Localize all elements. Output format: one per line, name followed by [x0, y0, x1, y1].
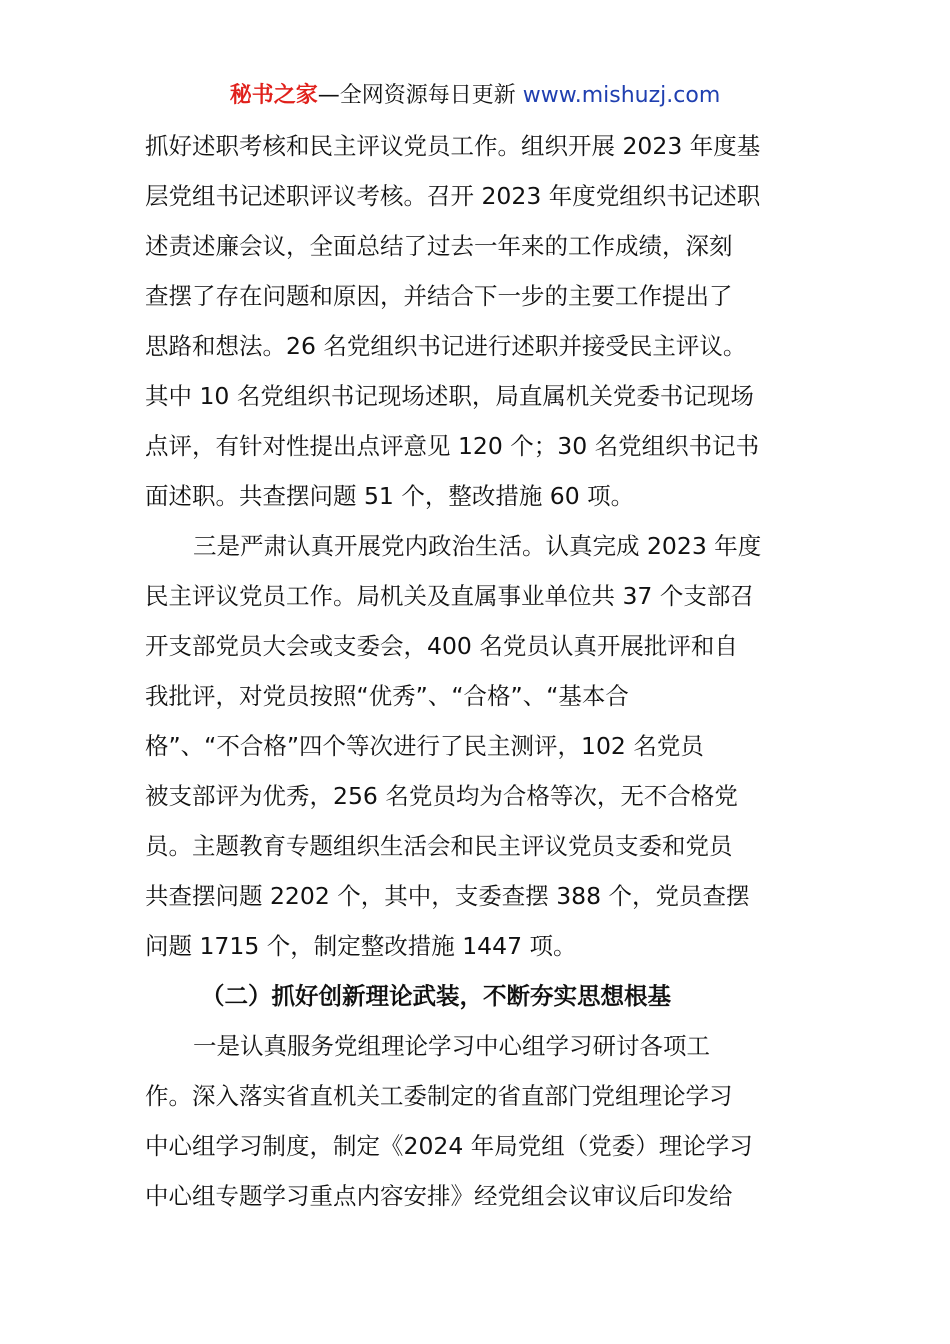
- text-line: 员。主题教育专题组织生活会和民主评议党员支委和党员: [145, 832, 733, 860]
- text-line: 作。深入落实省直机关工委制定的省直部门党组理论学习: [145, 1082, 733, 1110]
- text-line: 被支部评为优秀，256 名党员均为合格等次，无不合格党: [145, 782, 738, 810]
- text-line: 其中 10 名党组织书记现场述职，局直属机关党委书记现场: [145, 382, 754, 410]
- paragraph-start-line: 三是严肃认真开展党内政治生活。认真完成 2023 年度: [193, 532, 762, 560]
- text-line: 抓好述职考核和民主评议党员工作。组织开展 2023 年度基: [145, 132, 761, 160]
- brand-name: 秘书之家: [229, 83, 318, 108]
- text-line: 问题 1715 个，制定整改措施 1447 项。: [145, 932, 577, 960]
- site-header: [0, 80, 950, 112]
- text-line: 层党组书记述职评议考核。召开 2023 年度党组织书记述职: [145, 182, 761, 210]
- header-tagline: —全网资源每日更新: [317, 83, 523, 108]
- text-line: 述责述廉会议，全面总结了过去一年来的工作成绩，深刻: [145, 232, 733, 260]
- text-line: 我批评，对党员按照“优秀”、“合格”、“基本合: [145, 682, 629, 710]
- text-line: 中心组学习制度，制定《2024 年局党组（党委）理论学习: [145, 1132, 753, 1160]
- text-line: 共查摆问题 2202 个，其中，支委查摆 388 个，党员查摆: [145, 882, 750, 910]
- text-line: 民主评议党员工作。局机关及直属事业单位共 37 个支部召: [145, 582, 754, 610]
- text-line: 格”、“不合格”四个等次进行了民主测评，102 名党员: [145, 732, 704, 760]
- text-line: 开支部党员大会或支委会，400 名党员认真开展批评和自: [145, 632, 738, 660]
- text-line: 思路和想法。26 名党组织书记进行述职并接受民主评议。: [145, 332, 747, 360]
- section-heading: （二）抓好创新理论武装，不断夯实思想根基: [201, 982, 671, 1010]
- text-line: 中心组专题学习重点内容安排》经党组会议审议后印发给: [145, 1182, 733, 1210]
- text-line: 查摆了存在问题和原因，并结合下一步的主要工作提出了: [145, 282, 733, 310]
- site-url[interactable]: www.mishuzj.com: [522, 83, 721, 108]
- text-line: 点评，有针对性提出点评意见 120 个；30 名党组织书记书: [145, 432, 760, 460]
- document-body: [145, 121, 807, 1221]
- text-line: 面述职。共查摆问题 51 个，整改措施 60 项。: [145, 482, 635, 510]
- paragraph-start-line: 一是认真服务党组理论学习中心组学习研讨各项工: [193, 1032, 710, 1060]
